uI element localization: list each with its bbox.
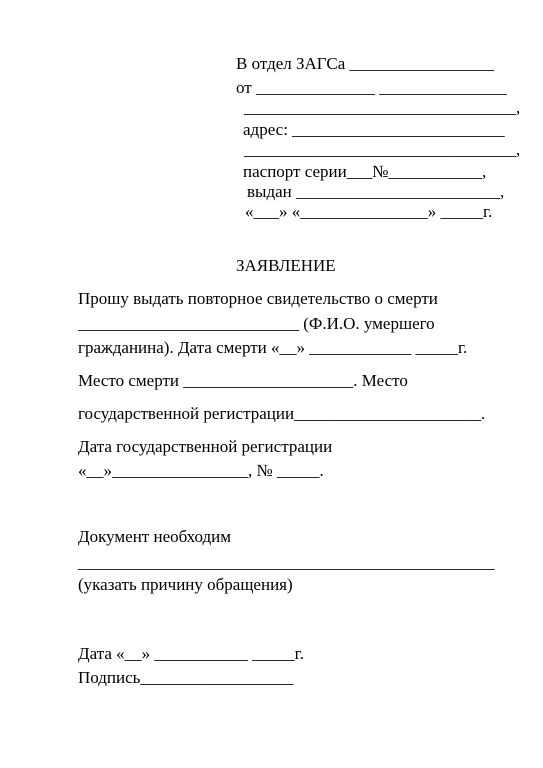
issued-date-line: «___» «_______________» _____г. xyxy=(245,202,493,221)
address-line: адрес: _________________________ xyxy=(243,120,505,139)
from-line: от ______________ _______________ xyxy=(236,78,507,97)
address-continuation-line: ________________________________, xyxy=(244,140,521,159)
request-line-2: __________________________ (Ф.И.О. умершего xyxy=(78,314,435,333)
passport-line: паспорт серии___№___________, xyxy=(243,162,487,181)
registration-date-label: Дата государственной регистрации xyxy=(78,437,333,456)
registration-date-line: «__»________________, № _____. xyxy=(78,461,324,480)
registration-place-line: государственной регистрации______________________. xyxy=(78,404,486,423)
request-line-1: Прошу выдать повторное свидетельство о смерти xyxy=(78,289,438,308)
document-purpose-line: _________________________________________________ xyxy=(78,553,495,572)
issued-by-line: выдан ________________________, xyxy=(247,182,505,201)
place-of-death-line: Место смерти ____________________. Место xyxy=(78,371,408,390)
document-purpose-hint: (указать причину обращения) xyxy=(78,575,293,594)
signature-line: Подпись__________________ xyxy=(78,668,294,687)
to-department-line: В отдел ЗАГСа _________________ xyxy=(236,54,495,73)
name-continuation-line: ________________________________, xyxy=(244,98,521,117)
document-purpose-label: Документ необходим xyxy=(78,527,231,546)
date-line: Дата «__» ___________ _____г. xyxy=(78,644,304,663)
request-line-3: гражданина). Дата смерти «__» ____________ _____г. xyxy=(78,338,468,357)
document-title: ЗАЯВЛЕНИЕ xyxy=(236,256,336,275)
